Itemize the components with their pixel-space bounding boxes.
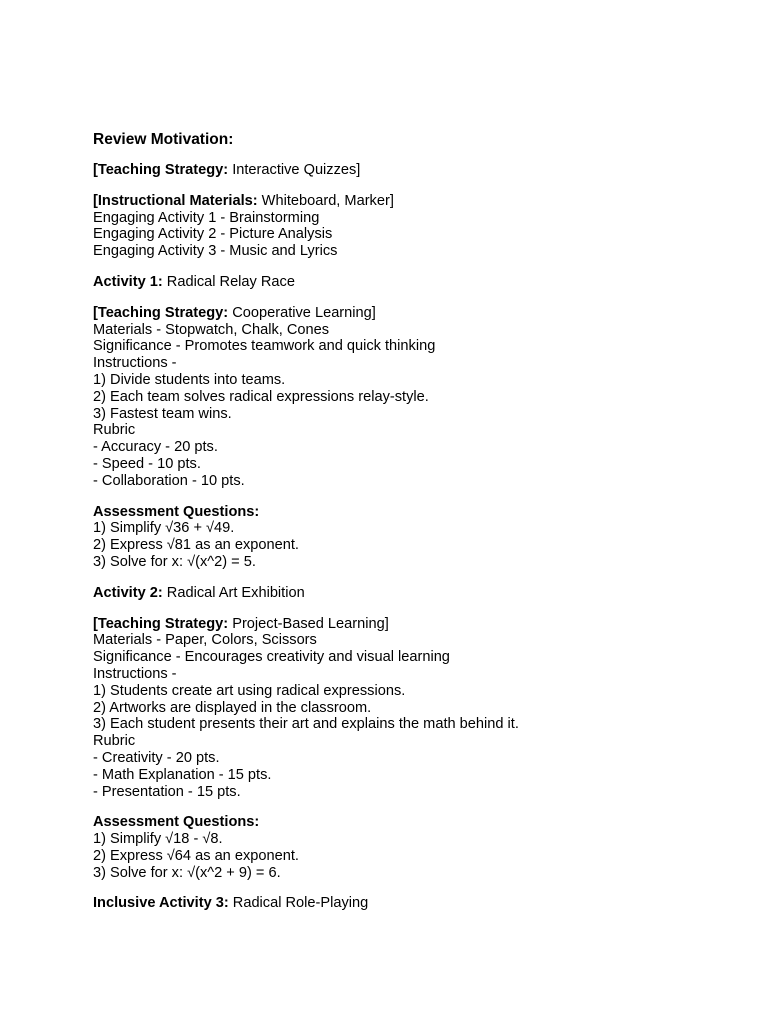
review-materials-block (93, 193, 733, 260)
activity2-materials: Materials - Paper, Colors, Scissors (93, 632, 317, 649)
strategy-value: Interactive Quizzes] (228, 162, 361, 178)
assessment-question-1: 1) Simplify √18 - √8. (93, 831, 223, 848)
activity2-label: Activity 2: (93, 584, 163, 601)
activity2-instruction-1: 1) Students create art using radical expressions. (93, 682, 406, 699)
activity2-rubric-item-2: - Math Explanation - 15 pts. (93, 766, 272, 783)
assessment-question-3: 3) Solve for x: √(x^2 + 9) = 6. (93, 864, 281, 881)
activity1-instruction-1: 1) Divide students into teams. (93, 371, 286, 388)
activity2-details (93, 616, 733, 801)
activity2-instruction-3: 3) Each student presents their art and explains the math behind it. (93, 716, 519, 733)
engaging-activity-2: Engaging Activity 2 - Picture Analysis (93, 226, 333, 243)
strategy-label: [Teaching Strategy: (93, 615, 229, 632)
activity2-title: Radical Art Exhibition (162, 584, 305, 601)
activity2-strategy-line (93, 616, 733, 633)
activity2-instruction-2: 2) Artworks are displayed in the classroom. (93, 699, 372, 716)
assessment-question-1: 1) Simplify √36 + √49. (93, 520, 235, 537)
materials-line (93, 193, 733, 210)
activity1-rubric-item-3: - Collaboration - 10 pts. (93, 472, 245, 489)
activity1-assessment (93, 504, 733, 571)
activity1-materials: Materials - Stopwatch, Chalk, Cones (93, 321, 330, 338)
engaging-activity-1: Engaging Activity 1 - Brainstorming (93, 209, 320, 226)
activity2-rubric-item-1: - Creativity - 20 pts. (93, 749, 220, 766)
strategy-label: [Teaching Strategy: (93, 162, 229, 178)
activity1-instruction-3: 3) Fastest team wins. (93, 405, 232, 422)
activity1-rubric-item-2: - Speed - 10 pts. (93, 455, 201, 472)
activity1-label: Activity 1: (93, 273, 163, 290)
activity2-instructions-label: Instructions - (93, 665, 177, 682)
activity3-label: Inclusive Activity 3: (93, 895, 229, 912)
review-motivation-heading: Review Motivation: (93, 131, 234, 148)
activity1-rubric-item-1: - Accuracy - 20 pts. (93, 439, 218, 456)
activity3-title-line (93, 895, 733, 912)
activity1-strategy-line (93, 305, 733, 322)
strategy-value: Project-Based Learning] (228, 615, 389, 632)
assessment-question-3: 3) Solve for x: √(x^2) = 5. (93, 553, 256, 570)
activity1-details (93, 305, 733, 490)
materials-value: Whiteboard, Marker] (257, 192, 394, 209)
activity2-rubric-label: Rubric (93, 733, 136, 750)
activity1-title-line (93, 274, 733, 291)
assessment-label: Assessment Questions: (93, 503, 260, 520)
review-strategy-line (93, 162, 733, 179)
assessment-question-2: 2) Express √64 as an exponent. (93, 847, 299, 864)
activity2-title-line (93, 585, 733, 602)
materials-label: [Instructional Materials: (93, 192, 258, 209)
strategy-value: Cooperative Learning] (228, 304, 376, 321)
activity3-title: Radical Role-Playing (228, 895, 369, 912)
activity2-assessment (93, 814, 733, 881)
activity1-title: Radical Relay Race (162, 273, 295, 290)
engaging-activity-3: Engaging Activity 3 - Music and Lyrics (93, 243, 338, 260)
activity2-significance: Significance - Encourages creativity and visual learning (93, 649, 450, 666)
activity1-significance: Significance - Promotes teamwork and quick thinking (93, 338, 436, 355)
activity1-instruction-2: 2) Each team solves radical expressions relay-style. (93, 388, 429, 405)
activity1-instructions-label: Instructions - (93, 355, 177, 372)
activity2-rubric-item-3: - Presentation - 15 pts. (93, 783, 241, 800)
activity1-rubric-label: Rubric (93, 422, 136, 439)
document-page (93, 131, 733, 926)
assessment-label: Assessment Questions: (93, 814, 260, 831)
assessment-question-2: 2) Express √81 as an exponent. (93, 537, 299, 554)
strategy-label: [Teaching Strategy: (93, 304, 229, 321)
